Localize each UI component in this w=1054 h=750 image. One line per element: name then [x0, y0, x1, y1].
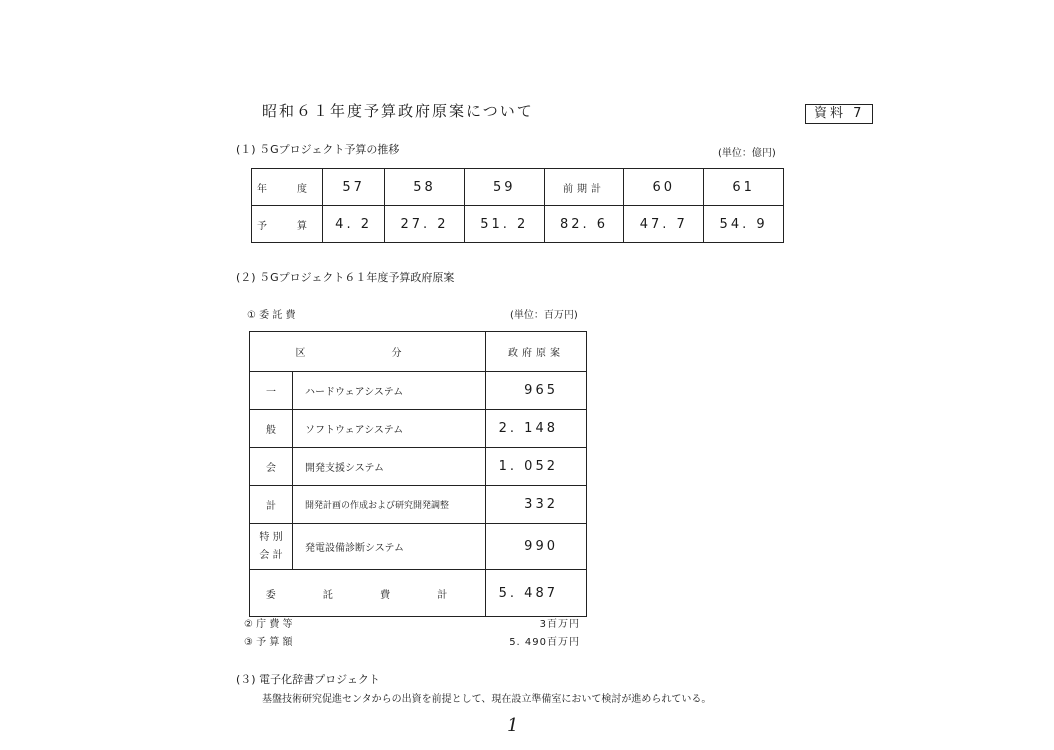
- budget-cell: 51. 2: [464, 206, 544, 243]
- table-row: [250, 448, 587, 486]
- budget-cell: 82. 6: [544, 206, 624, 243]
- budget-cell: 47. 7: [624, 206, 704, 243]
- year-cell: 61: [704, 169, 784, 206]
- year-cell: 57: [323, 169, 385, 206]
- budget-trend-table: [251, 168, 784, 243]
- table-row: [250, 486, 587, 524]
- section2-unit: (単位：百万円): [510, 310, 578, 321]
- table-row: [250, 332, 587, 372]
- item-name: 開発計画の作成および研究開発調整: [293, 486, 486, 524]
- special-account-char: 会 計: [259, 549, 283, 561]
- table-row: [250, 410, 587, 448]
- special-account-label: [250, 524, 293, 570]
- item-value: 965: [486, 372, 587, 410]
- commission-cost-table: [249, 331, 587, 617]
- total-label: 委 託 費 計: [250, 570, 486, 617]
- col-division-header: 区 分: [250, 332, 486, 372]
- general-account-char: 計: [250, 486, 293, 524]
- item-value: 332: [486, 486, 587, 524]
- budget-cell: 27. 2: [385, 206, 465, 243]
- year-cell: 60: [624, 169, 704, 206]
- section2-sub3-label: ③ 予 算 額: [244, 637, 293, 648]
- section2-sub3-value: 5. 490百万円: [509, 637, 580, 648]
- document-title: 昭和６１年度予算政府原案について: [262, 102, 534, 120]
- year-cell: 58: [385, 169, 465, 206]
- year-cell: 59: [464, 169, 544, 206]
- section3-body: 基盤技術研究促進センタからの出資を前提として、現在設立準備室において検討が進められている。: [262, 694, 712, 705]
- document-badge: 資料 7: [805, 104, 873, 124]
- item-name: 開発支援システム: [293, 448, 486, 486]
- col-draft-header: 政府原案: [486, 332, 587, 372]
- item-name: ソフトウェアシステム: [293, 410, 486, 448]
- general-account-char: 般: [250, 410, 293, 448]
- section2-sub1: ① 委 託 費: [247, 310, 296, 321]
- total-value: 5. 487: [486, 570, 587, 617]
- table-row: [250, 372, 587, 410]
- table-row: [250, 570, 587, 617]
- section2-heading: (２) ５Gプロジェクト６１年度予算政府原案: [236, 271, 455, 284]
- section1-unit: (単位：億円): [718, 148, 776, 159]
- table-row: [252, 206, 784, 243]
- special-account-char: 特 別: [259, 531, 283, 543]
- general-account-char: 会: [250, 448, 293, 486]
- budget-cell: 54. 9: [704, 206, 784, 243]
- item-value: 990: [486, 524, 587, 570]
- table-row: [252, 169, 784, 206]
- table-row: [250, 524, 587, 570]
- page-number: 1: [507, 715, 519, 736]
- section2-sub2-label: ② 庁 費 等: [244, 619, 293, 630]
- general-account-char: 一: [250, 372, 293, 410]
- row-label-budget: 予 算: [252, 206, 323, 243]
- item-value: 2. 148: [486, 410, 587, 448]
- item-value: 1. 052: [486, 448, 587, 486]
- budget-cell: 4. 2: [323, 206, 385, 243]
- section2-sub2-value: 3百万円: [539, 619, 580, 630]
- item-name: 発電設備診断システム: [293, 524, 486, 570]
- row-label-year: 年 度: [252, 169, 323, 206]
- section1-heading: (１) ５Gプロジェクト予算の推移: [236, 143, 400, 156]
- item-name: ハードウェアシステム: [293, 372, 486, 410]
- section3-heading: (３) 電子化辞書プロジェクト: [236, 673, 380, 686]
- year-cell: 前期計: [544, 169, 624, 206]
